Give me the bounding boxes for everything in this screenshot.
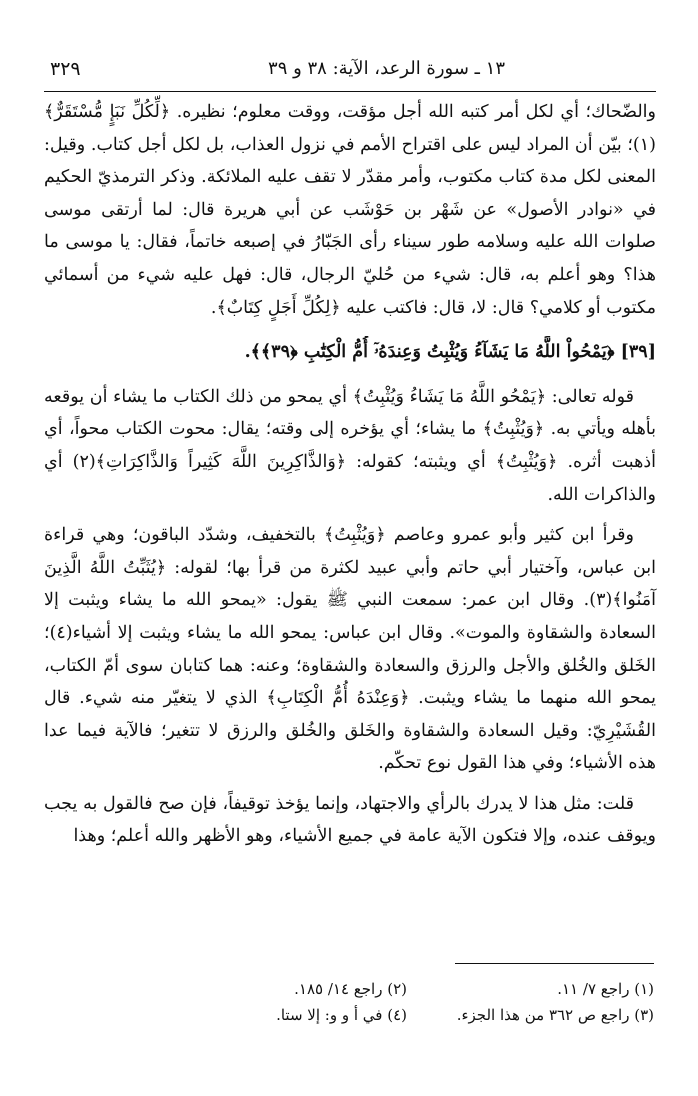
page-number: ٣٢٩ xyxy=(50,58,81,80)
text-line: الترمذيّ الحكيم في «نوادر الأصول» عن شَهْر بن حَوْشَب عن أبي هريرة قال: لما أرتقى xyxy=(44,167,656,220)
footnote-row xyxy=(160,1002,654,1028)
footnote-3: (٣) راجع ص ٣٦٢ من هذا الجزء. xyxy=(456,1006,654,1024)
paragraph-commentary-38 xyxy=(44,96,656,324)
text-line: ابن عباس، وآختيار أبي حاتم وأبي عبيد لكثرة من قرأ بها؛ لقوله: ﴿يُثَبِّتُ اللَّهُ الَّذِينَ xyxy=(44,557,656,578)
text-line: قوله تعالى: ﴿يَمْحُو اللَّهُ مَا يَشَاءُ وَيُثْبِتُ﴾ أي يمحو من ذلك الكتاب ما يشاء أن xyxy=(89,386,634,407)
footnote-rule xyxy=(455,963,654,964)
verse-39: [٣٩] ﴿يَمْحُواْ اللَّهُ مَا يَشَآءُ وَيُثْبِتُ وَعِندَهُۥٓ أُمُّ الْكِتَٰبِ ﴿٣٩﴾﴾. xyxy=(244,342,656,363)
text-line: كتاب. وقيل: المعنى لكل مدة كتاب مكتوب، وأمر مقدّر لا تقف عليه الملائكة. وذكر xyxy=(44,134,656,188)
text-line: يمحو الله منهما ما يشاء ويثبت. ﴿وَعِنْدَهُ أُمُّ الْكِتَابِ﴾ الذي لا يتغيّر منه شيء. قال xyxy=(44,688,656,709)
text-line: القُشَيْرِيّ: وقيل السعادة والشقاوة والخَلق والخُلق والرزق لا تتغير؛ فالآية فيما عدا هذه xyxy=(44,720,656,774)
header-rule xyxy=(44,91,656,92)
text-line: محواً، أي أذهبت أثره. ﴿وَيُثْبِتُ﴾ أي ويثبته؛ كقوله: ﴿وَالذَّاكِرِينَ اللَّهَ كَثِيراً xyxy=(44,419,656,472)
footnote-row xyxy=(160,976,654,1002)
text-line: وَالذَّاكِرَاتِ﴾(٢) أي والذاكرات الله. xyxy=(44,451,656,505)
text-line: آمَنُوا﴾(٣). وقال ابن عمر: سمعت النبي ﷺ يقول: «يمحو الله ما يشاء ويثبت إلا xyxy=(44,590,656,611)
text-line: الأشياء؛ وفي هذا القول نوع تحكّم. xyxy=(378,753,623,774)
footnote-2: (٢) راجع ١٤/ ١٨٥. xyxy=(294,980,407,998)
text-line: الخَلق والخُلق والأجل والرزق والسعادة والشقاوة؛ وعنه: هما كتابان سوى أمّ الكتاب، xyxy=(44,655,656,676)
paragraph-author-note xyxy=(44,788,656,853)
text-line: مُّسْتَقَرٌّ﴾(١)؛ بيّن أن المراد ليس على اقتراح الأمم في نزول العذاب، بل لكل أجل xyxy=(44,102,656,155)
text-line: والضّحاك؛ أي لكل أمر كتبه الله أجل مؤقت، ووقت معلوم؛ نظيره. ﴿لِّكُلِّ نَبَإٍ xyxy=(109,102,656,122)
text-line: السعادة والشقاوة والموت». وقال ابن عباس: يمحو الله ما يشاء ويثبت إلا أشياء(٤)؛ xyxy=(44,622,656,643)
text-line: موسى ما هذا؟ وهو أعلم به، قال: شيء من حُليّ الرجال، قال: فهل عليه شيء من xyxy=(44,232,656,285)
text-line: أسمائي مكتوب أو كلامي؟ قال: لا، قال: فاكتب عليه ﴿لِكُلِّ أَجَلٍ كِتَابٌ﴾. xyxy=(44,264,656,318)
main-text xyxy=(44,96,656,853)
footnote-4: (٤) في أ و و: إلا ستا. xyxy=(276,1006,407,1024)
text-line: قلت: مثل هذا لا يدرك بالرأي والاجتهاد، وإنما يؤخذ توقيفاً، فإن صح فالقول به xyxy=(83,793,634,814)
text-line: موسى صلوات الله عليه وسلامه طور سيناء رأى الجَبّارُ في إصبعه خاتماً، فقال: يا xyxy=(44,199,656,253)
text-line: يوقعه بأهله ويأتي به. ﴿وَيُثْبِتُ﴾ ما يشاء؛ أي يؤخره إلى وقته؛ يقال: محوت الكتاب xyxy=(44,386,656,440)
surah-heading: ١٣ ـ سورة الرعد، الآية: ٣٨ و ٣٩ xyxy=(268,58,505,79)
text-line: يجب ويوقف عنده، وإلا فتكون الآية عامة في جميع الأشياء، وهو الأظهر والله أعلم؛ وهذا xyxy=(44,793,656,847)
paragraph-tafsir xyxy=(44,381,656,511)
text-line: وقرأ ابن كثير وأبو عمرو وعاصم ﴿وَيُثْبِتُ﴾ بالتخفيف، وشدّد الباقون؛ وهي قراءة xyxy=(44,525,634,546)
footnotes xyxy=(160,976,654,1028)
running-header xyxy=(40,56,660,88)
paragraph-readings xyxy=(44,519,656,780)
footnote-1: (١) راجع ٧/ ١١. xyxy=(557,980,654,998)
